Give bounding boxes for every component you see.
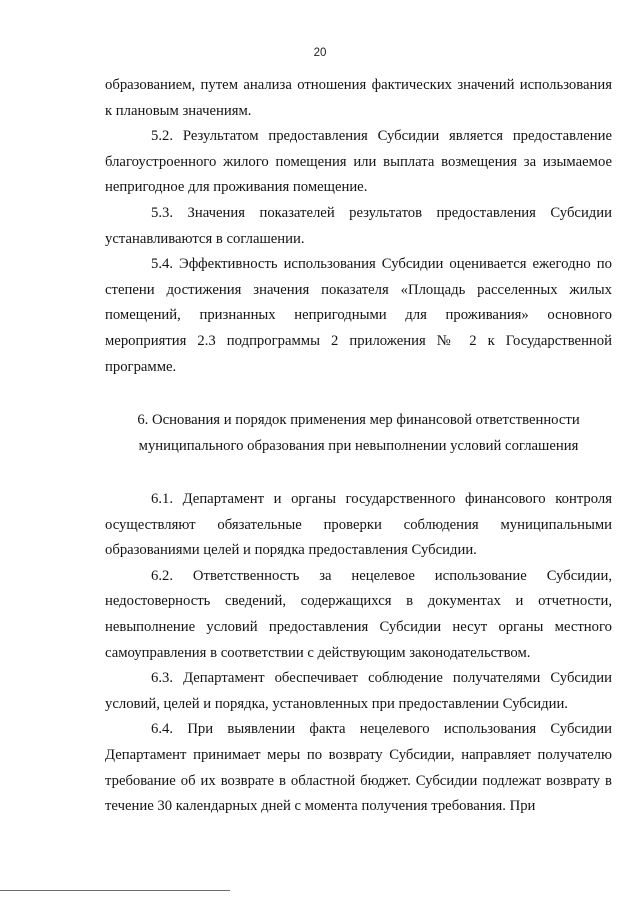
- page-number: 20: [313, 47, 327, 59]
- section-6-heading: [105, 407, 612, 459]
- paragraph: 6.4. При выявлении факта нецелевого использования Субсидии Департамент принимает меры по возврату Субсидии, направляет получателю требование об их возврате в областной бюджет. Субсидии подлежат возврату в течение 30 календарных дней с момента получения требования. При: [105, 721, 612, 815]
- paragraph: 6.1. Департамент и органы государственного финансового контроля осуществляют обязательные проверки соблюдения муниципальными образованиями целей и порядка предоставления Субсидии.: [105, 491, 612, 559]
- paragraph: образованием, путем анализа отношения фактических значений использования к плановым значениям.: [105, 77, 612, 119]
- heading-line-1: 6. Основания и порядок применения мер финансовой ответственности: [137, 412, 580, 428]
- paragraph: 5.3. Значения показателей результатов предоставления Субсидии устанавливаются в соглашении.: [105, 204, 612, 247]
- section-5-text: [105, 73, 612, 380]
- section-6-text: [105, 487, 612, 820]
- footnote-divider: [0, 890, 230, 891]
- paragraph: 5.4. Эффективность использования Субсидии оценивается ежегодно по степени достижения значения показателя «Площадь расселенных жилых помещений, признанных непригодными для проживания» основного мероприятия 2.3 подпрограммы 2 приложения № 2 к Государственной программе.: [105, 256, 612, 375]
- paragraph: 6.2. Ответственность за нецелевое использование Субсидии, недостоверность сведений, содержащихся в документах и отчетности, невыполнение условий предоставления Субсидии несут органы местного самоуправления в соответствии с действующим законодательством.: [105, 567, 612, 661]
- paragraph: 6.3. Департамент обеспечивает соблюдение получателями Субсидии условий, целей и порядка, установленных при предоставлении Субсидии.: [105, 670, 612, 712]
- paragraph: 5.2. Результатом предоставления Субсидии является предоставление благоустроенного жилого помещения или выплата возмещения за изымаемое непригодное для проживания помещение.: [105, 128, 612, 196]
- heading-line-2: муниципального образования при невыполнении условий соглашения: [138, 438, 579, 454]
